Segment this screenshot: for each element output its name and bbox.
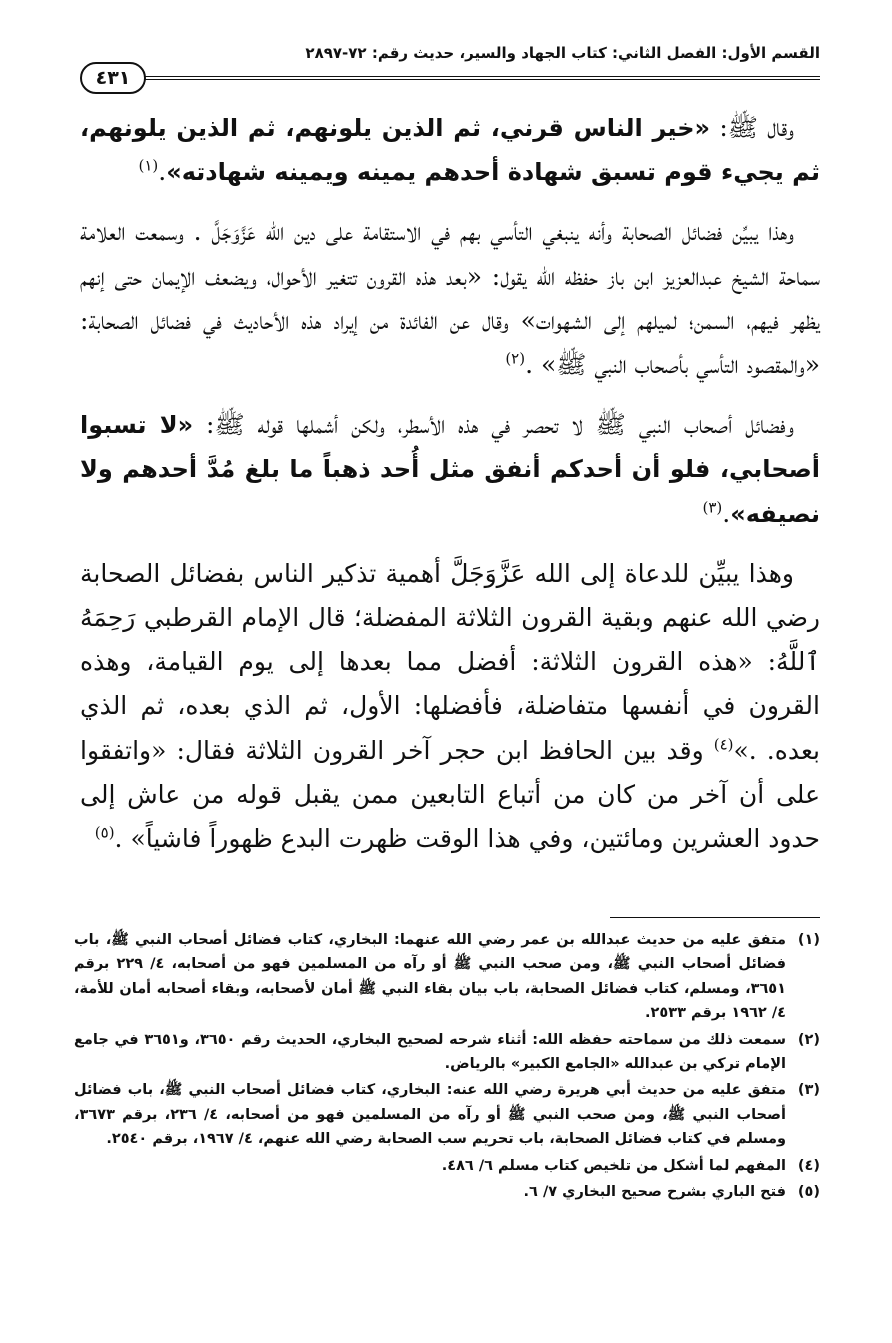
footnote-1 [74,928,820,1026]
page-number: ٤٣١ [80,62,146,94]
header-double-line [142,76,820,80]
footnote-text: المفهم لما أشكل من تلخيص كتاب مسلم ٦/ ٤٨٦. [441,1157,786,1174]
paragraph-4-text-a: وهذا يبيِّن للدعاة إلى الله عَزَّوَجَلَّ أهمية تذكير الناس بفضائل الصحابة رضي الله عنهم وبقية القرون الثلاثة المفضلة؛ قال الإمام القرطبي رَحِمَهُ ٱللَّهُ: «هذه القرون الثلاثة: أفضل مما بعدها إلى يوم القيامة، وهذه القرون في أنفسها متفاضلة، فأفضلها: الأول، ثم الذي بعده، ثم الذي بعده. .» [80,558,820,765]
footnote-2 [74,1028,820,1077]
footnote-separator [610,917,820,918]
paragraph-1-intro: وقال ﷺ: [710,113,794,142]
paragraph-2-text: وهذا يبيِّن فضائل الصحابة وأنه ينبغي التأسي بهم في الاستقامة على دين الله عَزَّوَجَلَّ . وسمعت العلامة سماحة الشيخ عبدالعزيز ابن باز حفظه الله يقول: «بعد هذه القرون تتغير الأحوال، ويضعف الإيمان حتى إنهم يظهر فيهم، السمن؛ لميلهم إلى الشهوات» وقال عن الفائدة من إيراد هذه الأحاديث في فضائل الصحابة: «والمقصود التأسي بأصحاب النبي ﷺ» . [80,217,820,380]
hadith-quote-do-not-revile: «لا تسبوا أصحابي، فلو أن أحدكم أنفق مثل أُحد ذهباً ما بلغ مُدَّ أحدهم ولا نصيفه» [80,411,820,528]
paragraph-1-end: . [158,157,167,187]
footnote-text: سمعت ذلك من سماحته حفظه الله: أثناء شرحه لصحيح البخاري، الحديث رقم ٣٦٥٠، و٣٦٥١ في جامع الإمام تركي بن عبدالله «الجامع الكبير» بالرياض. [74,1031,786,1073]
paragraph-3 [80,403,820,536]
footnote-text: فتح الباري بشرح صحيح البخاري ٧/ ٦. [523,1184,786,1201]
footnote-ref-5[interactable]: (٥) [94,823,115,842]
footnote-text: متفق عليه من حديث أبي هريرة رضي الله عنه: البخاري، كتاب فضائل أصحاب النبي ﷺ، باب فضائل أصحاب النبي ﷺ، ومن صحب النبي ﷺ أو رآه من المسلمين فهو من أصحابه، ٤/ ٢٣٦، برقم ٣٦٧٣، ومسلم في كتاب فضائل الصحابة، باب تحريم سب الصحابة رضي الله عنهم، ٤/ ١٩٦٧، برقم ٢٥٤٠. [74,1082,786,1148]
main-text [80,106,820,877]
paragraph-4 [80,552,820,861]
footnote-ref-2[interactable]: (٢) [505,349,526,368]
footnote-text: متفق عليه من حديث عبدالله بن عمر رضي الله عنهما: البخاري، كتاب فضائل أصحاب النبي ﷺ، باب فضائل أصحاب النبي ﷺ، ومن صحب النبي ﷺ أو رآه من المسلمين فهو من أصحابه، ٤/ ٢٢٩ برقم ٣٦٥١، ومسلم، كتاب فضائل الصحابة، باب بيان بقاء النبي ﷺ أمان لأصحابه، وبقاء أصحابه أمان للأمة، ٤/ ١٩٦٢ برقم ٢٥٣٣. [74,932,786,1022]
footnote-5 [74,1180,820,1204]
footnotes [74,928,820,1206]
header-rule [82,72,820,86]
running-header-title: القسم الأول: الفصل الثاني: كتاب الجهاد والسير، حديث رقم: ٧٢-٢٨٩٧ [305,44,820,62]
footnote-ref-3[interactable]: (٣) [702,498,723,517]
footnote-4 [74,1154,820,1178]
footnote-ref-1[interactable]: (١) [138,156,159,175]
paragraph-1 [80,106,820,194]
footnote-number: (٢) [797,1031,820,1048]
footnote-number: (٣) [797,1082,820,1099]
paragraph-3-text: وفضائل أصحاب النبي ﷺ لا تحصر في هذه الأسطر، ولكن أشملها قوله ﷺ: [193,410,794,440]
paragraph-4-text-b: وقد بين الحافظ ابن حجر آخر القرون الثلاثة فقال: «واتفقوا على أن آخر من كان من أتباع التابعين ممن يقبل قوله من عاش إلى حدود العشرين ومائتين، وفي هذا الوقت ظهرت البدع ظهوراً فاشياً» . [80,735,820,854]
paragraph-2 [80,210,820,387]
footnote-number: (١) [797,932,820,948]
paragraph-3-end: . [722,498,731,528]
footnote-3 [74,1078,820,1151]
footnote-ref-4[interactable]: (٤) [713,735,734,754]
footnote-number: (٥) [797,1184,820,1201]
hadith-quote-best-people: «خير الناس قرني، ثم الذين يلونهم، ثم الذين يلونهم، ثم يجيء قوم تسبق شهادة أحدهم يمينه ويمينه شهادته» [80,114,820,187]
footnote-number: (٤) [797,1157,820,1174]
